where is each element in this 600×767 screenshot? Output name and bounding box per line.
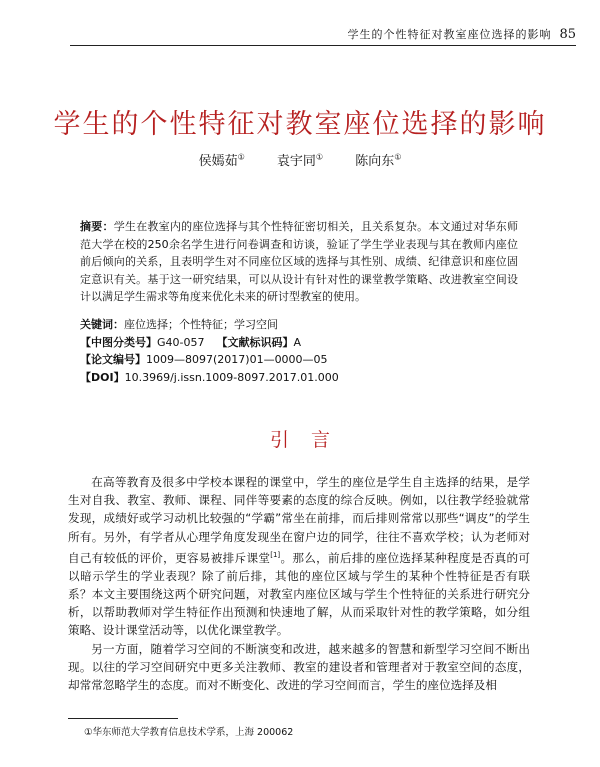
article-number-row	[80, 351, 518, 369]
author-list	[0, 150, 600, 169]
abstract-text: 学生在教室内的座位选择与其个性特征密切相关，且关系复杂。本文通过对华东师范大学在校的250余名学生进行问卷调查和访谈，验证了学生学业表现与其在教师内座位前后倾向的关系，且表明学生对不同座位区域的选择与其性别、成绩、纪律意识和座位固定意识有关。基于这一研究结果，可以从设计有针对性的课堂教学策略、改进教室空间设计以满足学生需求等角度来优化未来的研讨型教室的使用。	[80, 220, 519, 303]
author-2	[277, 154, 323, 169]
author-affiliation-mark: ①	[315, 152, 324, 162]
abstract	[80, 218, 518, 306]
classification-value: G40-057	[157, 335, 205, 349]
footnote-affiliation: ①华东师范大学教育信息技术学系，上海 200062	[84, 727, 294, 738]
doi-row	[80, 369, 518, 387]
abstract-label: 摘要：	[80, 220, 114, 233]
author-affiliation-mark: ①	[394, 152, 402, 162]
page-number: 85	[559, 27, 576, 42]
author-3	[355, 154, 401, 169]
paragraph-1-tail: 。那么，前后排的座位选择某种程度是否真的可以暗示学生的学业表现？除了前后排，其他的座位区域与学生的某种个性特征是否有联系？本文主要围绕这两个研究问题，对教室内座位区域与学生个性特征的关系进行研究分析，以帮助教师对学生特征作出预测和快速地了解，从而采取针对性的教学策略，如分组策略、设计课堂活动等，以优化课堂教学。	[68, 550, 530, 638]
author-affiliation-mark: ①	[237, 152, 245, 162]
author-name: 袁宇同	[276, 154, 316, 169]
classification-label: 【中图分类号】	[80, 335, 157, 349]
doi-label: 【DOI】	[80, 370, 125, 384]
keywords-text: 座位选择；个性特征；学习空间	[124, 318, 278, 331]
citation-ref[interactable]: [1]	[270, 550, 281, 559]
document-code-value: A	[293, 335, 302, 349]
document-code-label: 【文献标识码】	[216, 335, 294, 349]
article-number-value: 1009—8097(2017)01—0000—05	[146, 353, 328, 366]
running-header-title: 学生的个性特征对教室座位选择的影响	[347, 28, 552, 41]
paragraph-1	[68, 473, 530, 640]
paragraph-1-text: 在高等教育及很多中学校本课程的课堂中，学生的座位是学生自主选择的结果，是学生对自我、教室、教师、课程、同伴等要素的态度的综合反映。例如，以往教学经验就常发现，成绩好或学习动机比较强的“学霸”常坐在前排，而后排则常常以那些“调皮”的学生所有。另外，有学者从心理学角度发现坐在窗户边的同学，往往不喜欢学校；认为老师对自己有较低的评价，更容易被排斥课堂	[68, 475, 530, 565]
article-metadata	[80, 316, 518, 386]
classification-row	[80, 334, 518, 352]
author-name: 侯嫣茹	[198, 154, 238, 169]
footnote-divider	[68, 718, 178, 719]
keywords-label: 关键词：	[80, 318, 124, 331]
body-text	[68, 473, 530, 694]
article-number-label: 【论文编号】	[80, 353, 146, 366]
keywords-row	[80, 316, 518, 334]
author-1	[199, 154, 245, 169]
doi-value: 10.3969/j.issn.1009-8097.2017.01.000	[124, 370, 339, 384]
paragraph-2: 另一方面，随着学习空间的不断演变和改进，越来越多的智慧和新型学习空间不断出现。以往的学习空间研究中更多关注教师、教室的建设者和管理者对于教室空间的态度，却常常忽略学生的态度。而对不断变化、改进的学习空间而言，学生的座位选择及相	[68, 641, 530, 693]
author-name: 陈向东	[355, 154, 395, 169]
section-title-introduction: 引言	[269, 429, 352, 451]
article-title: 学生的个性特征对教室座位选择的影响	[53, 109, 547, 140]
running-header	[70, 24, 576, 46]
